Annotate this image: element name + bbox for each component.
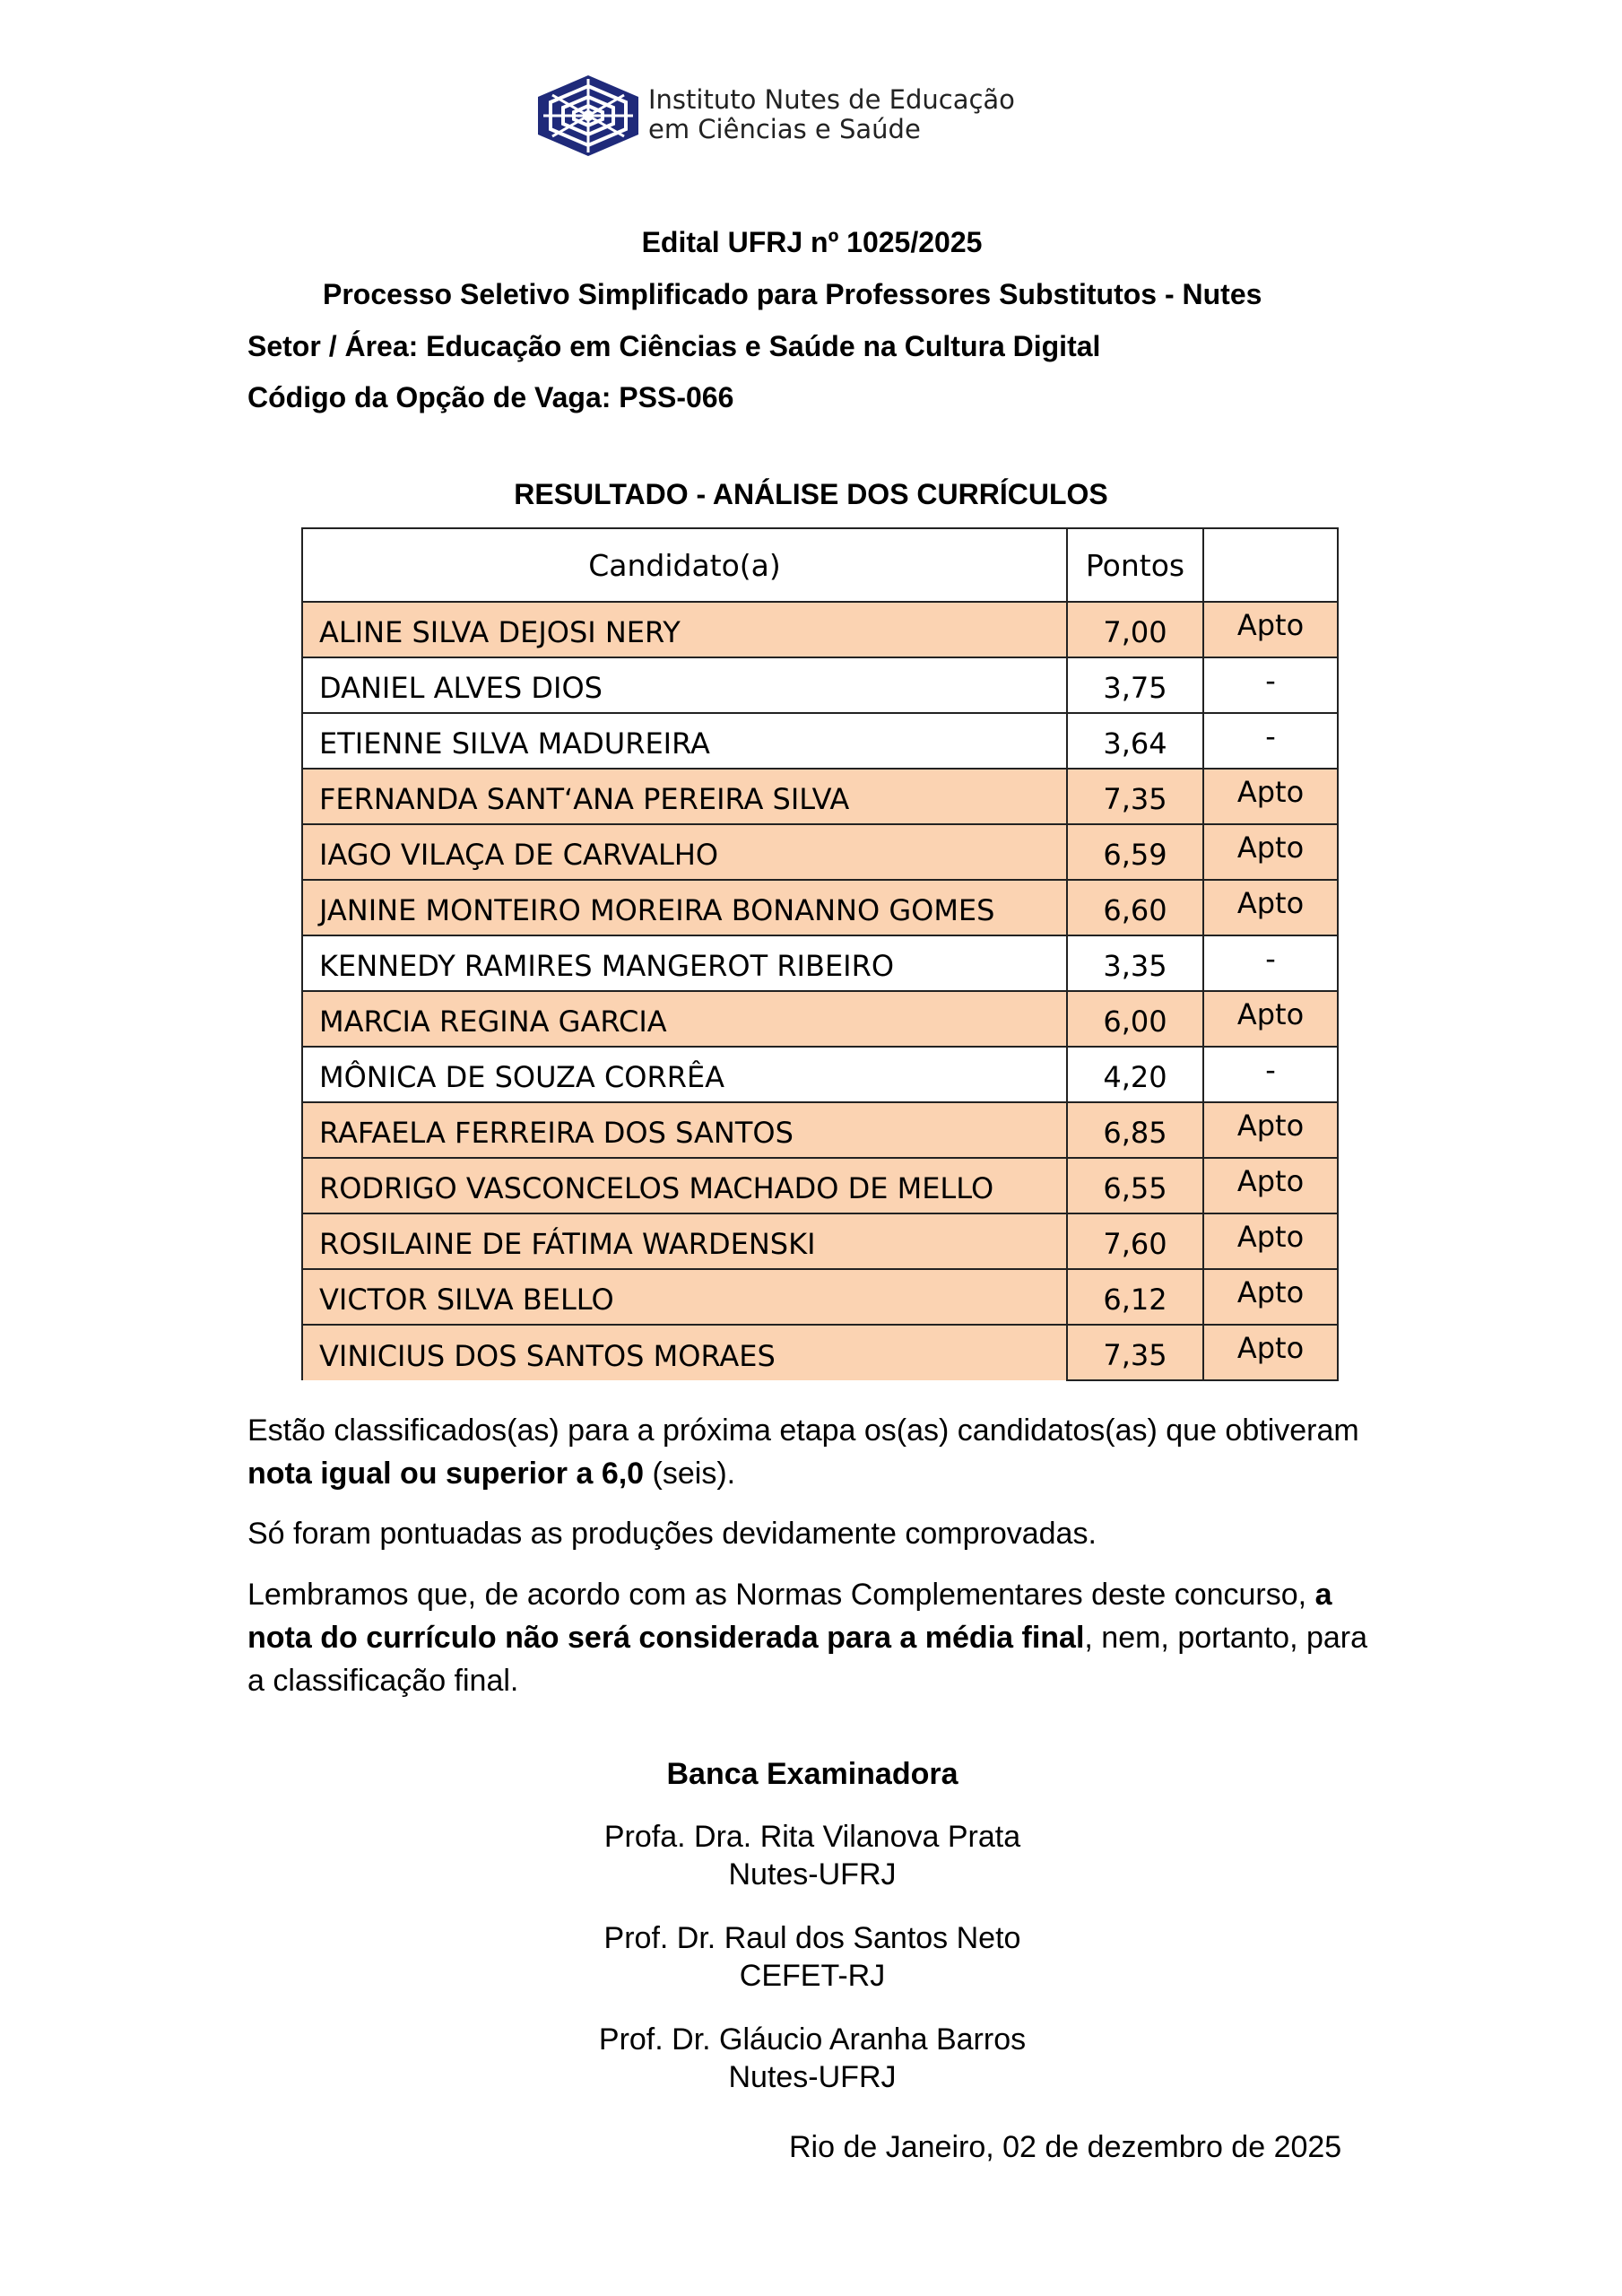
note-bold: a nota do currículo não será considerada para a média final [247,1578,1332,1655]
member-institution: Nutes-UFRJ [728,2060,897,2094]
hexagon-logo-icon [538,75,638,156]
candidate-points-cell [1067,1102,1203,1158]
candidate-points: 7,35 [1103,782,1167,816]
candidate-name: KENNEDY RAMIRES MANGEROT RIBEIRO [319,949,895,983]
candidate-points-cell [1067,935,1203,991]
candidate-points-cell [1067,1158,1203,1213]
institute-name-line2: em Ciências e Saúde [648,114,921,144]
candidate-points-cell [1067,1269,1203,1325]
table-row [302,602,1338,657]
candidate-name: VICTOR SILVA BELLO [319,1283,614,1317]
candidate-points-cell [1067,713,1203,769]
candidate-status-cell [1203,713,1338,769]
note-bold: nota igual ou superior a 6,0 [247,1457,645,1491]
table-row [302,935,1338,991]
candidate-name-cell [302,602,1067,657]
candidate-status-cell [1203,1102,1338,1158]
candidate-points: 7,60 [1103,1227,1167,1261]
resultado-title: RESULTADO - ANÁLISE DOS CURRÍCULOS [514,478,1108,510]
candidate-status-cell [1203,935,1338,991]
candidate-points: 3,35 [1103,949,1167,983]
table-row [302,880,1338,935]
candidate-points: 6,55 [1103,1171,1167,1205]
results-table [301,527,1339,1381]
candidate-points-cell [1067,991,1203,1047]
edital-title: Edital UFRJ nº 1025/2025 [641,226,983,258]
candidate-points: 6,85 [1103,1116,1167,1150]
candidate-name: VINICIUS DOS SANTOS MORAES [319,1339,776,1373]
member-name: Profa. Dra. Rita Vilanova Prata [603,1820,1021,1854]
note-text: (seis). [644,1457,736,1491]
member-institution: CEFET-RJ [739,1959,886,1993]
candidate-name: ALINE SILVA DEJOSI NERY [319,615,681,649]
candidate-name-cell [302,1047,1067,1102]
codigo-vaga: Código da Opção de Vaga: PSS-066 [247,381,734,413]
candidate-name-cell [302,935,1067,991]
candidate-points: 7,35 [1103,1338,1167,1372]
candidate-name-cell [302,1102,1067,1158]
candidate-status: Apto [1236,1164,1305,1198]
candidate-name-cell [302,713,1067,769]
banca-member [0,1919,1622,1995]
candidate-name-cell [302,1325,1067,1380]
candidate-status-cell [1203,1213,1338,1269]
candidate-points: 6,00 [1103,1004,1167,1039]
classification-note [247,1409,1386,1495]
candidate-points: 6,12 [1103,1283,1167,1317]
candidate-name-cell [302,769,1067,824]
candidate-name: ROSILAINE DE FÁTIMA WARDENSKI [319,1227,816,1261]
institute-name [648,85,1015,144]
candidate-name: JANINE MONTEIRO MOREIRA BONANNO GOMES [319,893,995,927]
table-row [302,1213,1338,1269]
candidate-status: Apto [1236,775,1305,809]
candidate-points-cell [1067,1047,1203,1102]
table-row [302,824,1338,880]
banca-title: Banca Examinadora [666,1757,958,1791]
banca-member [0,2021,1622,2096]
candidate-name-cell [302,824,1067,880]
scoring-note: Só foram pontuadas as produções devidamente comprovadas. [247,1517,1097,1551]
candidate-points-cell [1067,769,1203,824]
column-header-status [1203,528,1338,602]
processo-title: Processo Seletivo Simplificado para Professores Substitutos - Nutes [323,278,1262,310]
candidate-name: FERNANDA SANT‘ANA PEREIRA SILVA [319,782,850,816]
candidate-points-cell [1067,1325,1203,1380]
candidate-points-cell [1067,602,1203,657]
final-average-note [247,1573,1386,1702]
candidate-status: Apto [1236,608,1305,642]
institute-logo-icon [538,75,638,156]
candidate-status-cell [1203,880,1338,935]
table-row [302,991,1338,1047]
note-text: Estão classificados(as) para a próxima etapa os(as) candidatos(as) que obtiveram [247,1413,1359,1448]
candidate-points: 6,59 [1103,838,1167,872]
member-name: Prof. Dr. Raul dos Santos Neto [603,1921,1021,1955]
candidate-status-cell [1203,602,1338,657]
candidate-points-cell [1067,1213,1203,1269]
candidate-points-cell [1067,657,1203,713]
table-row [302,1158,1338,1213]
table-row [302,1269,1338,1325]
place-date: Rio de Janeiro, 02 de dezembro de 2025 [789,2130,1342,2164]
candidate-status-cell [1203,991,1338,1047]
member-name: Prof. Dr. Gláucio Aranha Barros [598,2022,1027,2057]
candidate-points-cell [1067,824,1203,880]
candidate-status: - [1265,1053,1276,1087]
candidate-name-cell [302,1269,1067,1325]
candidate-status: Apto [1236,831,1305,865]
candidate-status-cell [1203,1269,1338,1325]
member-institution: Nutes-UFRJ [728,1857,897,1892]
setor-area: Setor / Área: Educação em Ciências e Saúde na Cultura Digital [247,330,1101,362]
table-header-row [302,528,1338,602]
candidate-name: IAGO VILAÇA DE CARVALHO [319,838,719,872]
candidate-status-cell [1203,657,1338,713]
candidate-status-cell [1203,1047,1338,1102]
candidate-name-cell [302,657,1067,713]
candidate-name: MARCIA REGINA GARCIA [319,1004,667,1039]
note-text: , nem, portanto, para a classificação final. [247,1621,1368,1698]
table-row [302,657,1338,713]
candidate-status: - [1265,942,1276,976]
candidate-status: Apto [1236,1331,1305,1365]
table-row [302,713,1338,769]
table-row [302,769,1338,824]
institute-name-line1: Instituto Nutes de Educação [648,84,1015,115]
candidate-name: MÔNICA DE SOUZA CORRÊA [319,1060,725,1094]
candidate-status: Apto [1236,1275,1305,1309]
column-header-candidate: Candidato(a) [302,528,1067,602]
candidate-status-cell [1203,769,1338,824]
candidate-name-cell [302,991,1067,1047]
candidate-status: Apto [1236,1220,1305,1254]
candidate-name-cell [302,1213,1067,1269]
candidate-name: ETIENNE SILVA MADUREIRA [319,726,710,761]
candidate-points: 4,20 [1103,1060,1167,1094]
banca-member [0,1818,1622,1893]
table-row [302,1047,1338,1102]
candidate-name-cell [302,1158,1067,1213]
candidate-status: Apto [1236,1109,1305,1143]
candidate-points-cell [1067,880,1203,935]
candidate-status: - [1265,719,1276,753]
candidate-status: Apto [1236,997,1305,1031]
candidate-name: RAFAELA FERREIRA DOS SANTOS [319,1116,794,1150]
candidate-points: 3,75 [1103,671,1167,705]
column-header-points: Pontos [1067,528,1203,602]
candidate-points: 3,64 [1103,726,1167,761]
candidate-status-cell [1203,1158,1338,1213]
candidate-name: DANIEL ALVES DIOS [319,671,603,705]
candidate-name: RODRIGO VASCONCELOS MACHADO DE MELLO [319,1171,994,1205]
candidate-points: 7,00 [1103,615,1167,649]
candidate-status-cell [1203,824,1338,880]
table-row [302,1325,1338,1380]
candidate-points: 6,60 [1103,893,1167,927]
candidate-status-cell [1203,1325,1338,1380]
candidate-status: Apto [1236,886,1305,920]
note-text: Lembramos que, de acordo com as Normas Complementares deste concurso, [247,1578,1315,1612]
candidate-name-cell [302,880,1067,935]
table-row [302,1102,1338,1158]
candidate-status: - [1265,664,1276,698]
